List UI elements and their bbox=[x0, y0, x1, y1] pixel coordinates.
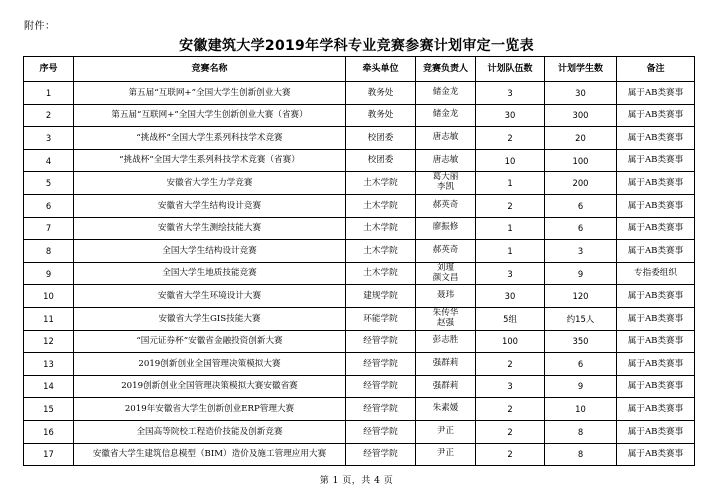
leader-name: 强群莉 bbox=[432, 357, 459, 368]
cell-name: 2019年安徽省大学生创新创业ERP管理大赛 bbox=[74, 398, 346, 421]
cell-teams: 2 bbox=[476, 353, 545, 376]
table-row bbox=[24, 330, 695, 353]
cell-unit: 土木学院 bbox=[346, 240, 416, 263]
cell-seq: 2 bbox=[24, 104, 74, 127]
cell-teams: 3 bbox=[476, 82, 545, 105]
cell-students: 100 bbox=[545, 149, 617, 172]
cell-teams: 3 bbox=[476, 375, 545, 398]
leader-name: 唐志敏 bbox=[432, 132, 459, 143]
cell-leader bbox=[416, 172, 476, 195]
cell-unit: 建规学院 bbox=[346, 285, 416, 308]
header-teams: 计划队伍数 bbox=[476, 57, 545, 82]
cell-unit: 土木学院 bbox=[346, 262, 416, 285]
cell-teams: 1 bbox=[476, 217, 545, 240]
cell-unit: 校团委 bbox=[346, 127, 416, 150]
cell-remark: 属于AB类赛事 bbox=[617, 307, 695, 330]
cell-name: “国元证券杯”安徽省金融投资创新大赛 bbox=[74, 330, 346, 353]
cell-remark: 属于AB类赛事 bbox=[617, 172, 695, 195]
cell-leader bbox=[416, 375, 476, 398]
cell-leader bbox=[416, 127, 476, 150]
cell-name: 全国大学生结构设计竞赛 bbox=[74, 240, 346, 263]
cell-students: 6 bbox=[545, 194, 617, 217]
cell-leader bbox=[416, 217, 476, 240]
cell-leader bbox=[416, 82, 476, 105]
leader-name: 葛大丽 bbox=[432, 172, 459, 183]
leader-name: 聂玮 bbox=[436, 290, 455, 301]
leader-name: 朱传华 bbox=[432, 307, 459, 318]
cell-teams: 5组 bbox=[476, 307, 545, 330]
cell-remark: 属于AB类赛事 bbox=[617, 104, 695, 127]
cell-teams: 30 bbox=[476, 285, 545, 308]
cell-unit: 环能学院 bbox=[346, 307, 416, 330]
table-row bbox=[24, 420, 695, 443]
cell-name: 安徽省大学生建筑信息模型（BIM）造价及施工管理应用大赛 bbox=[74, 443, 346, 466]
cell-name: 安徽省大学生GIS技能大赛 bbox=[74, 307, 346, 330]
cell-unit: 土木学院 bbox=[346, 217, 416, 240]
cell-teams: 2 bbox=[476, 127, 545, 150]
cell-students: 约15人 bbox=[545, 307, 617, 330]
cell-seq: 5 bbox=[24, 172, 74, 195]
leader-name: 朱素媛 bbox=[432, 403, 459, 414]
cell-teams: 1 bbox=[476, 172, 545, 195]
document-title: 安徽建筑大学2019年学科专业竞赛参赛计划审定一览表 bbox=[179, 38, 534, 54]
page-footer: 第 1 页，共 4 页 bbox=[319, 476, 394, 486]
leader-name: 强群莉 bbox=[432, 380, 459, 391]
cell-remark: 属于AB类赛事 bbox=[617, 149, 695, 172]
cell-remark: 属于AB类赛事 bbox=[617, 82, 695, 105]
cell-unit: 经管学院 bbox=[346, 330, 416, 353]
cell-teams: 2 bbox=[476, 194, 545, 217]
cell-students: 120 bbox=[545, 285, 617, 308]
cell-leader bbox=[416, 307, 476, 330]
cell-name: 2019创新创业全国管理决策模拟大赛安徽省赛 bbox=[74, 375, 346, 398]
leader-name: 赵强 bbox=[436, 317, 455, 328]
table-row bbox=[24, 375, 695, 398]
cell-seq: 13 bbox=[24, 353, 74, 376]
cell-unit: 经管学院 bbox=[346, 398, 416, 421]
table-row bbox=[24, 443, 695, 466]
table-row bbox=[24, 240, 695, 263]
cell-teams: 30 bbox=[476, 104, 545, 127]
cell-seq: 8 bbox=[24, 240, 74, 263]
cell-remark: 专指委组织 bbox=[617, 262, 695, 285]
cell-students: 9 bbox=[545, 375, 617, 398]
cell-remark: 属于AB类赛事 bbox=[617, 330, 695, 353]
leader-name: 郝英奇 bbox=[432, 199, 459, 210]
cell-remark: 属于AB类赛事 bbox=[617, 127, 695, 150]
cell-remark: 属于AB类赛事 bbox=[617, 375, 695, 398]
cell-name: “挑战杯”全国大学生系列科技学术竞赛 bbox=[74, 127, 346, 150]
cell-seq: 12 bbox=[24, 330, 74, 353]
cell-remark: 属于AB类赛事 bbox=[617, 285, 695, 308]
cell-students: 9 bbox=[545, 262, 617, 285]
cell-seq: 14 bbox=[24, 375, 74, 398]
table-row bbox=[24, 149, 695, 172]
cell-leader bbox=[416, 443, 476, 466]
cell-name: 第五届“互联网+”全国大学生创新创业大赛 bbox=[74, 82, 346, 105]
cell-unit: 教务处 bbox=[346, 104, 416, 127]
cell-leader bbox=[416, 420, 476, 443]
table-row bbox=[24, 353, 695, 376]
cell-students: 10 bbox=[545, 398, 617, 421]
table-row bbox=[24, 398, 695, 421]
cell-seq: 1 bbox=[24, 82, 74, 105]
cell-name: 全国高等院校工程造价技能及创新竞赛 bbox=[74, 420, 346, 443]
cell-name: 安徽省大学生力学竞赛 bbox=[74, 172, 346, 195]
cell-students: 8 bbox=[545, 443, 617, 466]
cell-leader bbox=[416, 240, 476, 263]
cell-teams: 1 bbox=[476, 240, 545, 263]
leader-name: 廖振修 bbox=[432, 222, 459, 233]
cell-remark: 属于AB类赛事 bbox=[617, 217, 695, 240]
cell-teams: 2 bbox=[476, 398, 545, 421]
cell-teams: 3 bbox=[476, 262, 545, 285]
cell-leader bbox=[416, 398, 476, 421]
cell-seq: 15 bbox=[24, 398, 74, 421]
leader-name: 彭志胜 bbox=[432, 335, 459, 346]
cell-seq: 10 bbox=[24, 285, 74, 308]
cell-remark: 属于AB类赛事 bbox=[617, 194, 695, 217]
cell-students: 3 bbox=[545, 240, 617, 263]
leader-name: 李凯 bbox=[436, 182, 455, 193]
cell-leader bbox=[416, 194, 476, 217]
table-row bbox=[24, 172, 695, 195]
table-header-row bbox=[24, 57, 695, 82]
attachment-label: 附件： bbox=[24, 21, 56, 32]
cell-seq: 7 bbox=[24, 217, 74, 240]
leader-name: 尹正 bbox=[436, 448, 455, 459]
cell-remark: 属于AB类赛事 bbox=[617, 443, 695, 466]
cell-remark: 属于AB类赛事 bbox=[617, 353, 695, 376]
header-leader: 竞赛负责人 bbox=[416, 57, 476, 82]
cell-remark: 属于AB类赛事 bbox=[617, 398, 695, 421]
table-row bbox=[24, 285, 695, 308]
cell-name: 全国大学生地质技能竞赛 bbox=[74, 262, 346, 285]
leader-name: 储金龙 bbox=[432, 86, 459, 97]
cell-unit: 经管学院 bbox=[346, 353, 416, 376]
cell-unit: 经管学院 bbox=[346, 375, 416, 398]
cell-unit: 经管学院 bbox=[346, 420, 416, 443]
header-unit: 牵头单位 bbox=[346, 57, 416, 82]
cell-seq: 4 bbox=[24, 149, 74, 172]
table-body bbox=[24, 82, 695, 466]
cell-teams: 100 bbox=[476, 330, 545, 353]
leader-name: 郝英奇 bbox=[432, 245, 459, 256]
cell-name: 2019创新创业全国管理决策模拟大赛 bbox=[74, 353, 346, 376]
table-row bbox=[24, 194, 695, 217]
cell-seq: 3 bbox=[24, 127, 74, 150]
cell-remark: 属于AB类赛事 bbox=[617, 420, 695, 443]
cell-students: 20 bbox=[545, 127, 617, 150]
cell-seq: 9 bbox=[24, 262, 74, 285]
cell-students: 8 bbox=[545, 420, 617, 443]
table-row bbox=[24, 104, 695, 127]
cell-unit: 经管学院 bbox=[346, 443, 416, 466]
leader-name: 唐志敏 bbox=[432, 154, 459, 165]
leader-name: 储金龙 bbox=[432, 109, 459, 120]
cell-name: 第五届“互联网+”全国大学生创新创业大赛（省赛） bbox=[74, 104, 346, 127]
cell-leader bbox=[416, 262, 476, 285]
cell-leader bbox=[416, 285, 476, 308]
cell-students: 350 bbox=[545, 330, 617, 353]
cell-teams: 2 bbox=[476, 443, 545, 466]
cell-teams: 2 bbox=[476, 420, 545, 443]
header-seq: 序号 bbox=[24, 57, 74, 82]
cell-unit: 土木学院 bbox=[346, 172, 416, 195]
cell-students: 300 bbox=[545, 104, 617, 127]
cell-seq: 6 bbox=[24, 194, 74, 217]
cell-unit: 教务处 bbox=[346, 82, 416, 105]
header-remark: 备注 bbox=[617, 57, 695, 82]
cell-name: 安徽省大学生环境设计大赛 bbox=[74, 285, 346, 308]
cell-seq: 17 bbox=[24, 443, 74, 466]
leader-name: 刘瑾 bbox=[436, 262, 455, 273]
cell-seq: 11 bbox=[24, 307, 74, 330]
cell-students: 200 bbox=[545, 172, 617, 195]
table-row bbox=[24, 82, 695, 105]
cell-seq: 16 bbox=[24, 420, 74, 443]
leader-name: 尹正 bbox=[436, 425, 455, 436]
leader-name: 颜文昌 bbox=[432, 272, 459, 283]
table-row bbox=[24, 127, 695, 150]
table-row bbox=[24, 262, 695, 285]
cell-name: “挑战杯”全国大学生系列科技学术竞赛（省赛） bbox=[74, 149, 346, 172]
cell-remark: 属于AB类赛事 bbox=[617, 240, 695, 263]
cell-name: 安徽省大学生测绘技能大赛 bbox=[74, 217, 346, 240]
cell-leader bbox=[416, 330, 476, 353]
cell-leader bbox=[416, 149, 476, 172]
competition-table bbox=[23, 56, 695, 466]
cell-unit: 校团委 bbox=[346, 149, 416, 172]
cell-students: 30 bbox=[545, 82, 617, 105]
cell-unit: 土木学院 bbox=[346, 194, 416, 217]
cell-teams: 10 bbox=[476, 149, 545, 172]
table-row bbox=[24, 307, 695, 330]
cell-leader bbox=[416, 353, 476, 376]
cell-students: 6 bbox=[545, 217, 617, 240]
header-students: 计划学生数 bbox=[545, 57, 617, 82]
table-row bbox=[24, 217, 695, 240]
cell-leader bbox=[416, 104, 476, 127]
cell-students: 6 bbox=[545, 353, 617, 376]
cell-name: 安徽省大学生结构设计竞赛 bbox=[74, 194, 346, 217]
header-name: 竞赛名称 bbox=[74, 57, 346, 82]
